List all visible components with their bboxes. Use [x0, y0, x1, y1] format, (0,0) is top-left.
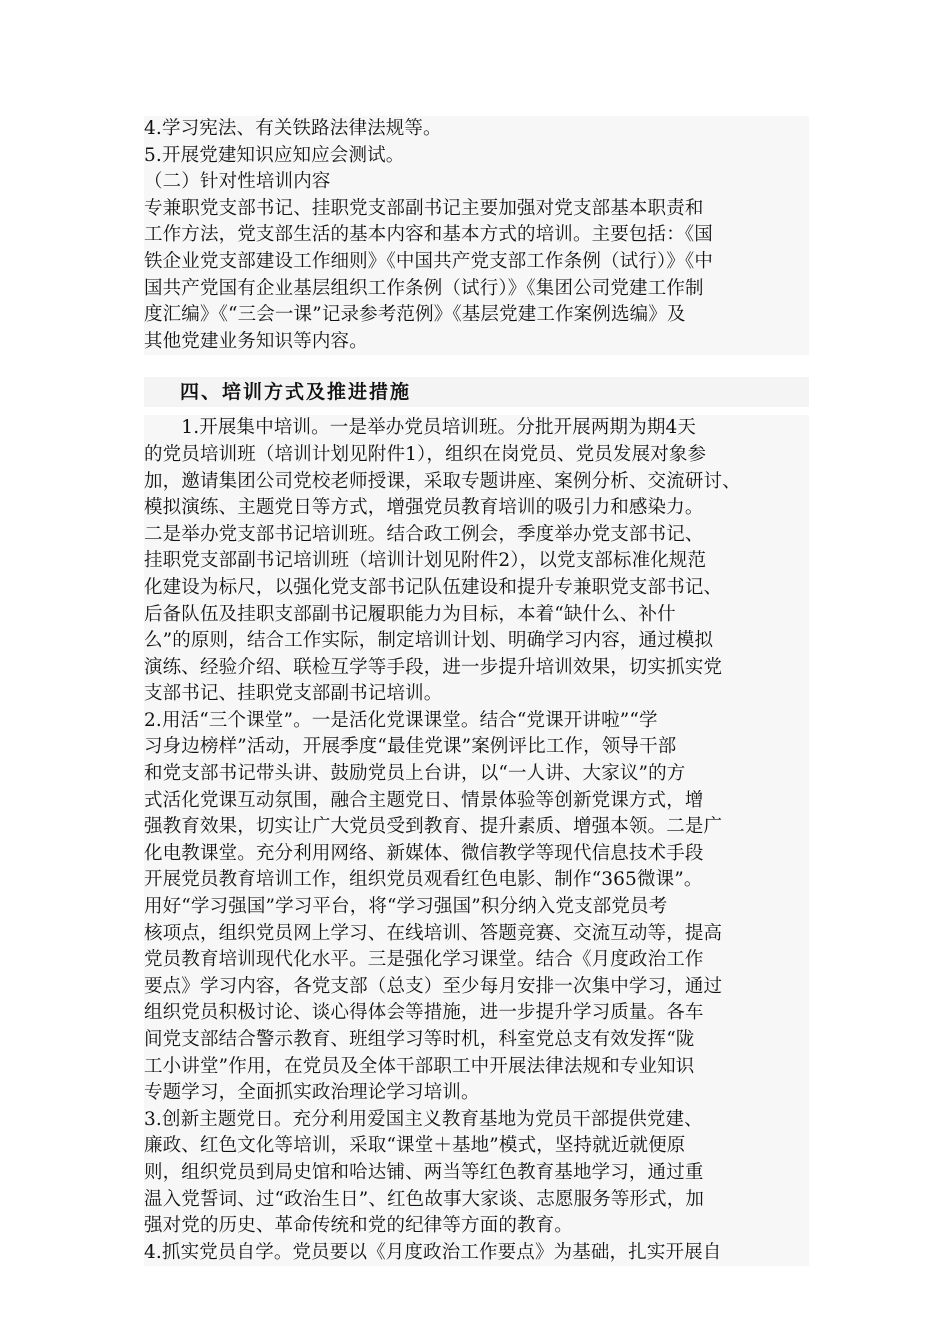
text-line: 间党支部结合警示教育、班组学习等时机，科室党总支有效发挥“陇 [144, 1027, 809, 1054]
text-line: 模拟演练、主题党日等方式，增强党员教育培训的吸引力和感染力。 [144, 495, 809, 522]
text-line: 强对党的历史、革命传统和党的纪律等方面的教育。 [144, 1213, 809, 1240]
text-line: 3.创新主题党日。充分利用爱国主义教育基地为党员干部提供党建、 [144, 1107, 809, 1134]
section-heading: 四、培训方式及推进措施 [144, 377, 809, 407]
text-line: 化建设为标尺，以强化党支部书记队伍建设和提升专兼职党支部书记、 [144, 575, 809, 602]
text-line: 度汇编》《“三会一课”记录参考范例》《基层党建工作案例选编》及 [144, 302, 809, 329]
text-line: 后备队伍及挂职支部副书记履职能力为目标，本着“缺什么、补什 [144, 602, 809, 629]
text-line: 强教育效果，切实让广大党员受到教育、提升素质、增强本领。二是广 [144, 814, 809, 841]
text-line: 5.开展党建知识应知应会测试。 [144, 143, 809, 170]
text-line: 开展党员教育培训工作，组织党员观看红色电影、制作“365微课”。 [144, 867, 809, 894]
text-line: 习身边榜样”活动，开展季度“最佳党课”案例评比工作，领导干部 [144, 734, 809, 761]
document-page [144, 116, 809, 1266]
text-line: 核项点，组织党员网上学习、在线培训、答题竞赛、交流互动等，提高 [144, 921, 809, 948]
top-block [144, 116, 809, 355]
text-line: 二是举办党支部书记培训班。结合政工例会，季度举办党支部书记、 [144, 522, 809, 549]
text-line: 温入党誓词、过“政治生日”、红色故事大家谈、志愿服务等形式，加 [144, 1187, 809, 1214]
text-line: 其他党建业务知识等内容。 [144, 329, 809, 356]
text-line: 式活化党课互动氛围，融合主题党日、情景体验等创新党课方式，增 [144, 788, 809, 815]
text-line: 组织党员积极讨论、谈心得体会等措施，进一步提升学习质量。各车 [144, 1000, 809, 1027]
text-line: 和党支部书记带头讲、鼓励党员上台讲，以“一人讲、大家议”的方 [144, 761, 809, 788]
text-line: 2.用活“三个课堂”。一是活化党课课堂。结合“党课开讲啦”“学 [144, 708, 809, 735]
spacer [144, 355, 809, 377]
text-line: 支部书记、挂职党支部副书记培训。 [144, 681, 809, 708]
text-line: 么”的原则，结合工作实际，制定培训计划、明确学习内容，通过模拟 [144, 628, 809, 655]
text-line: 专题学习，全面抓实政治理论学习培训。 [144, 1080, 809, 1107]
text-line: 4.学习宪法、有关铁路法律法规等。 [144, 116, 809, 143]
text-line: 4.抓实党员自学。党员要以《月度政治工作要点》为基础，扎实开展自 [144, 1240, 809, 1267]
text-line: 1.开展集中培训。一是举办党员培训班。分批开展两期为期4天 [144, 415, 809, 442]
text-line: 演练、经验介绍、联检互学等手段，进一步提升培训效果，切实抓实党 [144, 655, 809, 682]
text-line: 党员教育培训现代化水平。三是强化学习课堂。结合《月度政治工作 [144, 947, 809, 974]
text-line: 工小讲堂”作用，在党员及全体干部职工中开展法律法规和专业知识 [144, 1054, 809, 1081]
text-line: 的党员培训班（培训计划见附件1），组织在岗党员、党员发展对象参 [144, 442, 809, 469]
text-line: 用好“学习强国”学习平台，将“学习强国”积分纳入党支部党员考 [144, 894, 809, 921]
body-block [144, 415, 809, 1266]
text-line: 要点》学习内容，各党支部（总支）至少每月安排一次集中学习，通过 [144, 974, 809, 1001]
text-line: 化电教课堂。充分利用网络、新媒体、微信教学等现代信息技术手段 [144, 841, 809, 868]
text-line: 廉政、红色文化等培训，采取“课堂＋基地”模式，坚持就近就便原 [144, 1133, 809, 1160]
text-line: 铁企业党支部建设工作细则》《中国共产党支部工作条例（试行）》《中 [144, 249, 809, 276]
text-line: 挂职党支部副书记培训班（培训计划见附件2），以党支部标准化规范 [144, 548, 809, 575]
text-line: 则，组织党员到局史馆和哈达铺、两当等红色教育基地学习，通过重 [144, 1160, 809, 1187]
text-line: 专兼职党支部书记、挂职党支部副书记主要加强对党支部基本职责和 [144, 196, 809, 223]
text-line: 国共产党国有企业基层组织工作条例（试行）》《集团公司党建工作制 [144, 276, 809, 303]
subsection-title: （二）针对性培训内容 [144, 169, 809, 196]
text-line: 工作方法，党支部生活的基本内容和基本方式的培训。主要包括：《国 [144, 222, 809, 249]
text-line: 加，邀请集团公司党校老师授课，采取专题讲座、案例分析、交流研讨、 [144, 469, 809, 496]
